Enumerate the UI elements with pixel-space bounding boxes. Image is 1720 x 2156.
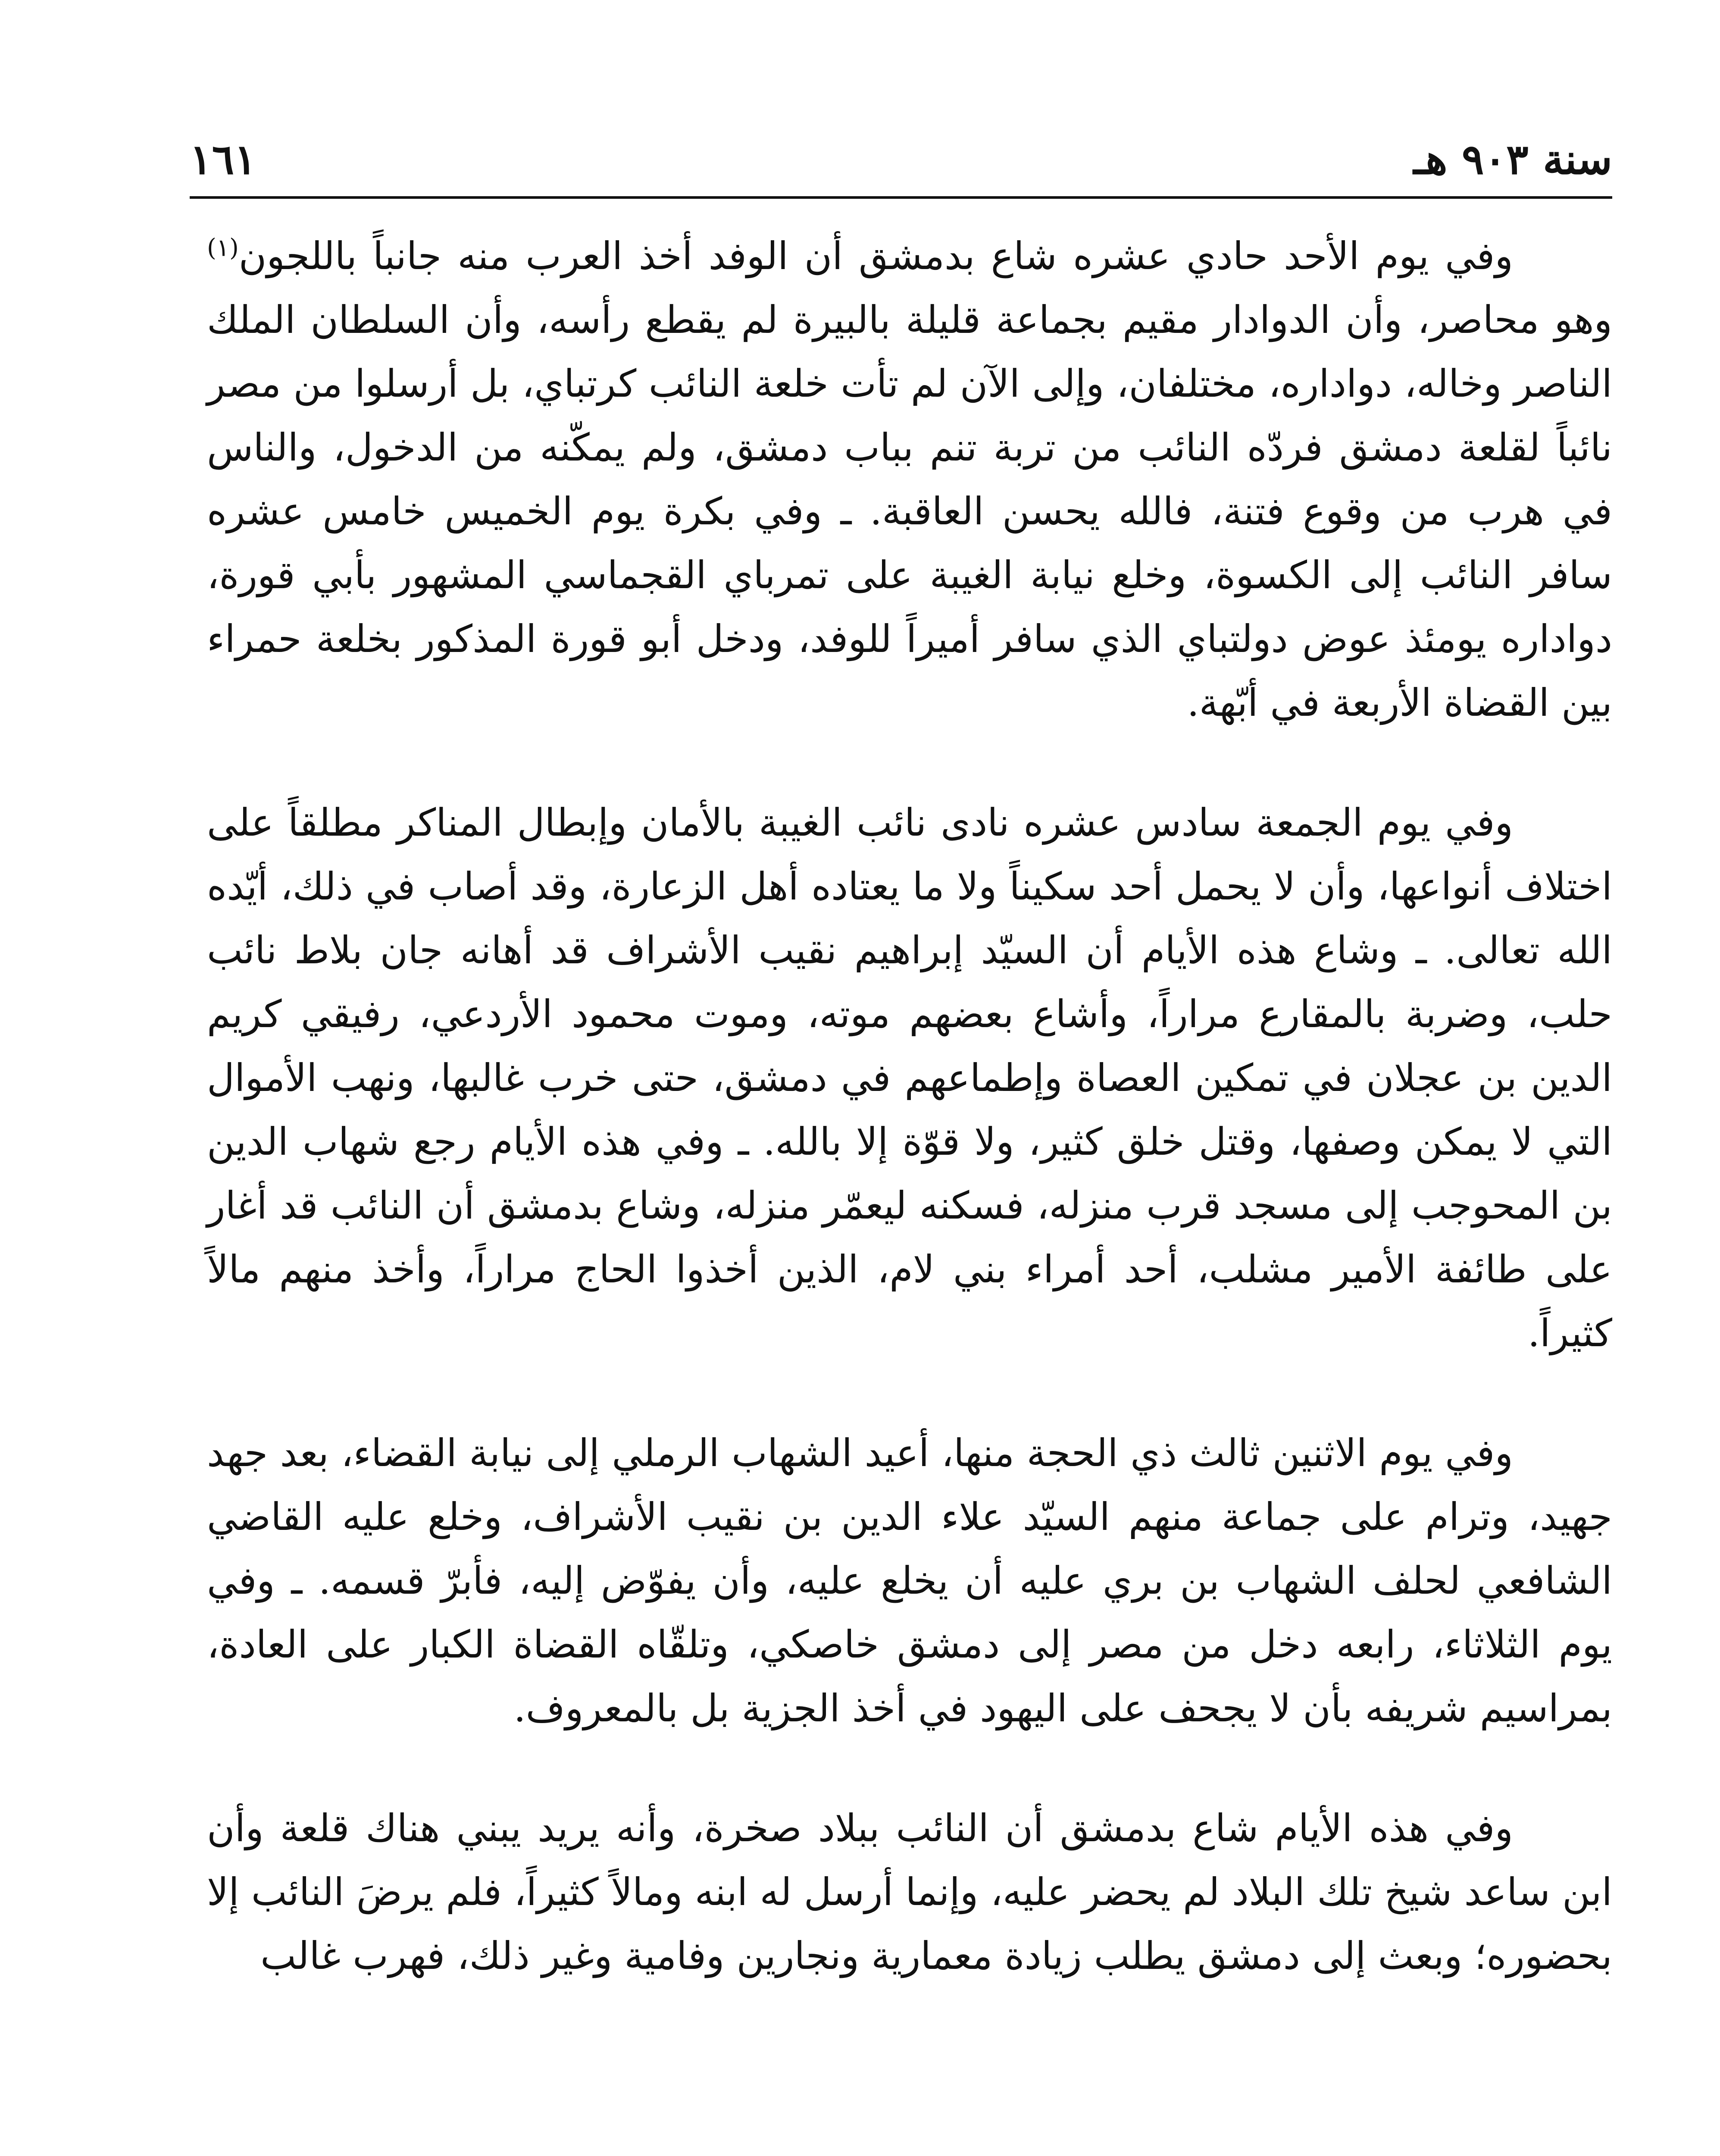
paragraph-1 xyxy=(207,224,1612,735)
paragraph-1-text-before-ref: وفي يوم الأحد حادي عشره شاع بدمشق أن الوفد أخذ العرب منه جانباً باللجون xyxy=(238,234,1513,278)
running-head: سنة ٩٠٣ هـ xyxy=(1413,135,1612,184)
paragraph-3: وفي يوم الاثنين ثالث ذي الحجة منها، أعيد الشهاب الرملي إلى نيابة القضاء، بعد جهد جهيد، وترام على جماعة منهم السيّد علاء الدين بن نقيب الأشراف، وخلع عليه القاضي الشافعي لحلف الشهاب بن بري عليه أن يخلع عليه، وأن يفوّض إليه، فأبرّ قسمه. ـ وفي يوم الثلاثاء، رابعه دخل من مصر إلى دمشق خاصكي، وتلقّاه القضاة الكبار على العادة، بمراسيم شريفه بأن لا يجحف على اليهود في أخذ الجزية بل بالمعروف. xyxy=(207,1431,1612,1730)
header-rule xyxy=(190,196,1612,199)
footnote-reference: (١) xyxy=(207,234,239,262)
paragraph-1-text-after-ref: وهو محاصر، وأن الدوادار مقيم بجماعة قليلة بالبيرة لم يقطع رأسه، وأن السلطان الملك الناصر وخاله، دواداره، مختلفان، وإلى الآن لم تأت خلعة النائب كرتباي، بل أرسلوا من مصر نائباً لقلعة دمشق فردّه النائب من تربة تنم بباب دمشق، ولم يمكّنه من الدخول، والناس في هرب من وقوع فتنة، فالله يحسن العاقبة. ـ وفي بكرة يوم الخميس خامس عشره سافر النائب إلى الكسوة، وخلع نيابة الغيبة على تمرباي القجماسي المشهور بأبي قورة، دواداره يومئذ عوض دولتباي الذي سافر أميراً للوفد، ودخل أبو قورة المذكور بخلعة حمراء بين القضاة الأربعة في أبّهة. xyxy=(207,298,1613,725)
paragraph-2: وفي يوم الجمعة سادس عشره نادى نائب الغيبة بالأمان وإبطال المناكر مطلقاً على اختلاف أنواعها، وأن لا يحمل أحد سكيناً ولا ما يعتاده أهل الزعارة، وقد أصاب في ذلك، أيّده الله تعالى. ـ وشاع هذه الأيام أن السيّد إبراهيم نقيب الأشراف قد أهانه جان بلاط نائب حلب، وضربة بالمقارع مراراً، وأشاع بعضهم موته، وموت محمود الأردعي، رفيقي كريم الدين بن عجلان في تمكين العصاة وإطماعهم في دمشق، حتى خرب غالبها، ونهب الأموال التي لا يمكن وصفها، وقتل خلق كثير، ولا قوّة إلا بالله. ـ وفي هذه الأيام رجع شهاب الدين بن المحوجب إلى مسجد قرب منزله، فسكنه ليعمّر منزله، وشاع بدمشق أن النائب قد أغار على طائفة الأمير مشلب، أحد أمراء بني لام، الذين أخذوا الحاج مراراً، وأخذ منهم مالاً كثيراً. xyxy=(207,800,1612,1355)
page-header xyxy=(190,129,1612,198)
body-text xyxy=(207,224,1612,2156)
paragraph-4: وفي هذه الأيام شاع بدمشق أن النائب ببلاد صخرة، وأنه يريد يبني هناك قلعة وأن ابن ساعد شيخ تلك البلاد لم يحضر عليه، وإنما أرسل له ابنه ومالاً كثيراً، فلم يرضَ النائب إلا بحضوره؛ وبعث إلى دمشق يطلب زيادة معمارية ونجارين وفامية وغير ذلك، فهرب غالب xyxy=(207,1806,1612,1978)
page-number: ١٦١ xyxy=(190,135,256,184)
